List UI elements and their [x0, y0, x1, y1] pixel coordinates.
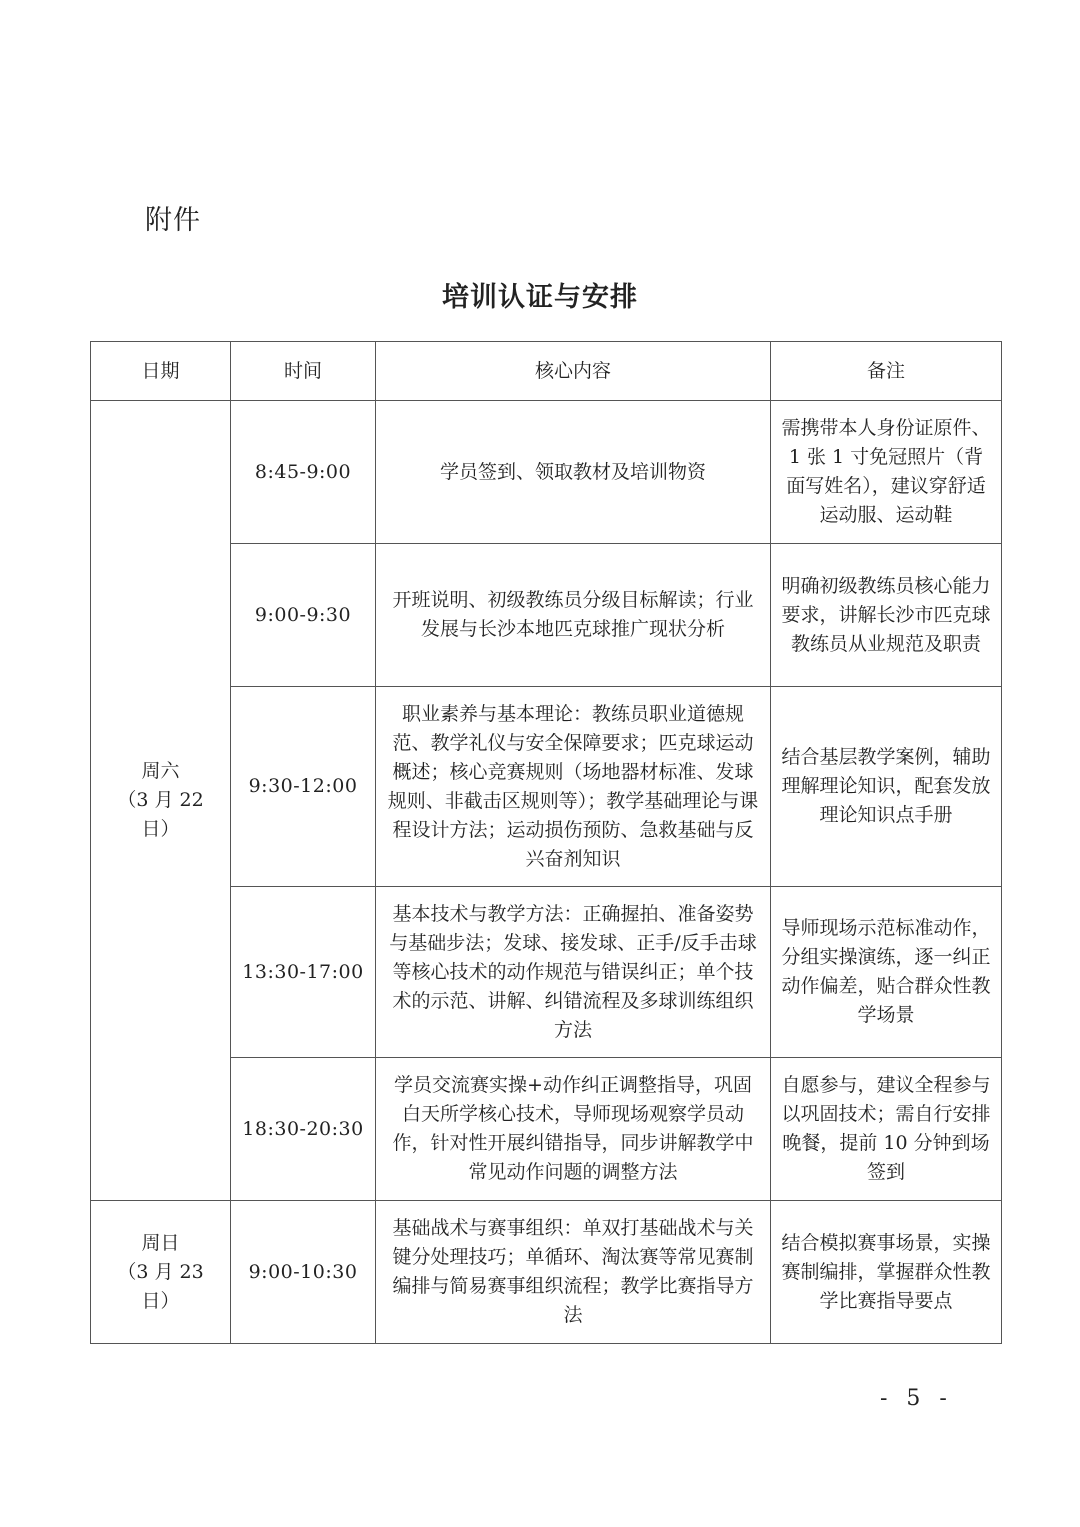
- table-row: [91, 1201, 1002, 1344]
- header-note: 备注: [771, 342, 1002, 401]
- content-cell: 基本技术与教学方法：正确握拍、准备姿势与基础步法；发球、接发球、正手/反手击球等核心技术的动作规范与错误纠正；单个技术的示范、讲解、纠错流程及多球训练组织方法: [376, 887, 771, 1058]
- time-cell: 9:00-9:30: [231, 544, 376, 687]
- day-label: 周日: [141, 1231, 180, 1254]
- table-header-row: [91, 342, 1002, 401]
- time-cell: 8:45-9:00: [231, 401, 376, 544]
- time-cell: 9:30-12:00: [231, 687, 376, 887]
- day-date: （3 月 23 日）: [117, 1260, 204, 1312]
- page-title: 培训认证与安排: [442, 282, 638, 313]
- note-cell: 导师现场示范标准动作，分组实操演练，逐一纠正动作偏差，贴合群众性教学场景: [771, 887, 1002, 1058]
- header-time: 时间: [231, 342, 376, 401]
- day-cell-saturday: [91, 401, 231, 1201]
- header-content: 核心内容: [376, 342, 771, 401]
- content-cell: 职业素养与基本理论：教练员职业道德规范、教学礼仪与安全保障要求；匹克球运动概述；核心竞赛规则（场地器材标准、发球规则、非截击区规则等）；教学基础理论与课程设计方法；运动损伤预防、急救基础与反兴奋剂知识: [376, 687, 771, 887]
- note-cell: 结合模拟赛事场景，实操赛制编排，掌握群众性教学比赛指导要点: [771, 1201, 1002, 1344]
- time-cell: 18:30-20:30: [231, 1058, 376, 1201]
- day-date: （3 月 22 日）: [117, 789, 204, 840]
- page-number: - 5 -: [880, 1386, 953, 1411]
- time-cell: 13:30-17:00: [231, 887, 376, 1058]
- content-cell: 基础战术与赛事组织：单双打基础战术与关键分处理技巧；单循环、淘汰赛等常见赛制编排与简易赛事组织流程；教学比赛指导方法: [376, 1201, 771, 1344]
- attachment-label: 附件: [145, 205, 201, 236]
- time-cell: 9:00-10:30: [231, 1201, 376, 1344]
- content-cell: 学员签到、领取教材及培训物资: [376, 401, 771, 544]
- header-date: 日期: [91, 342, 231, 401]
- content-cell: 开班说明、初级教练员分级目标解读；行业发展与长沙本地匹克球推广现状分析: [376, 544, 771, 687]
- content-cell: 学员交流赛实操+动作纠正调整指导，巩固白天所学核心技术，导师现场观察学员动作，针对性开展纠错指导，同步讲解教学中常见动作问题的调整方法: [376, 1058, 771, 1201]
- note-cell: 自愿参与，建议全程参与以巩固技术；需自行安排晚餐，提前 10 分钟到场签到: [771, 1058, 1002, 1201]
- note-cell: 结合基层教学案例，辅助理解理论知识，配套发放理论知识点手册: [771, 687, 1002, 887]
- day-cell-sunday: [91, 1201, 231, 1344]
- note-cell: 需携带本人身份证原件、1 张 1 寸免冠照片（背面写姓名），建议穿舒适运动服、运动鞋: [771, 401, 1002, 544]
- schedule-table: [90, 341, 1002, 1344]
- day-label: 周六: [141, 760, 180, 782]
- table-row: [91, 401, 1002, 544]
- note-cell: 明确初级教练员核心能力要求，讲解长沙市匹克球教练员从业规范及职责: [771, 544, 1002, 687]
